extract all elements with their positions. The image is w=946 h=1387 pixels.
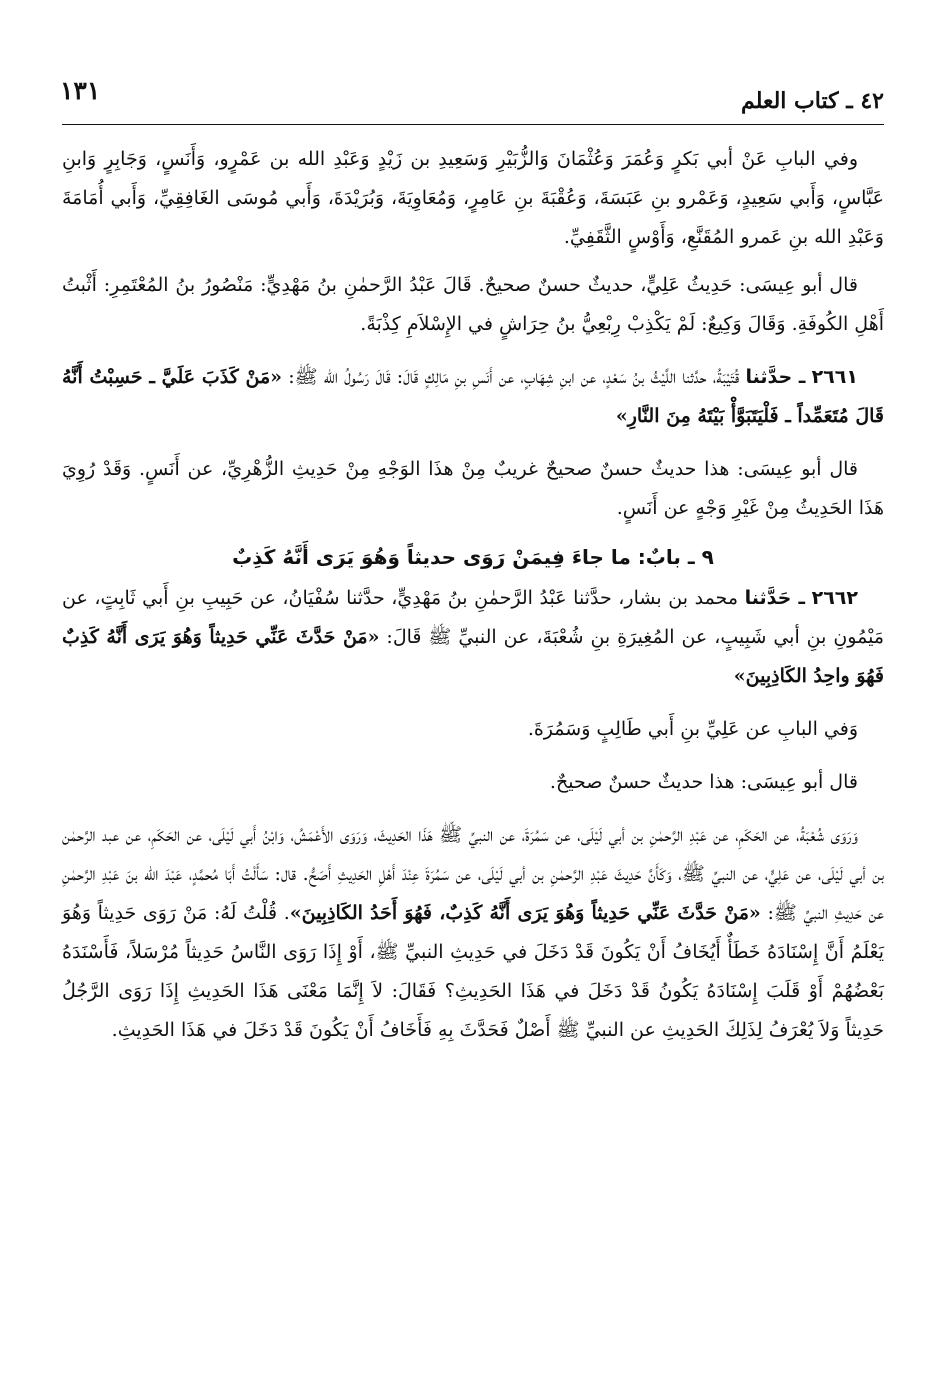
hadith-chain: محمد بن بشار، حدَّثنا عَبْدُ الرَّحمٰنِ بنُ مَهْدِيٍّ، حدَّثنا سُفْيَانُ، عن حَبِيبِ بنِ أَبي ثَابِتٍ، عن مَيْمُونِ بنِ أبي شَبِيبٍ، عن المُغِيرَةِ بنِ شُعْبَةَ، عن النبيِّ ﷺ قَالَ:	[62, 587, 885, 648]
chapter-title: ٤٢ ـ كتاب العلم	[741, 88, 884, 114]
paragraph-abu-isa-grading: قال أبو عِيسَى: حَدِيثُ عَلِيٍّ، حديثٌ حسنٌ صحيحٌ. قَالَ عَبْدُ الرَّحمٰنِ بنُ مَهْدِيٍّ: مَنْصُورُ بنُ المُعْتَمِرِ: أَثْبتُ أَهْلِ الكُوفَةِ. وَقَالَ وَكِيعٌ: لَمْ يَكْذِبْ رِبْعِيُّ بنُ حِرَاشٍ في الإِسْلاَمِ كِذْبَةً.	[62, 274, 884, 335]
hadith-number: ٢٦٦٢	[811, 587, 858, 609]
hadith-quote: «مَنْ كَذَبَ عَلَيَّ ـ حَسِبْتُ أَنَّهُ قَالَ مُتَعَمِّداً ـ فَلْيَتَبَوَّأْ بَيْتَهُ مِنَ النَّارِ»	[62, 366, 884, 427]
hadith-lead: ـ حَدَّثنا	[744, 587, 805, 609]
paragraph-in-the-chapter: وَفي البابِ عن عَلِيِّ بنِ أَبي طَالِبٍ وَسَمُرَةَ.	[527, 718, 858, 740]
hadith-quote: «مَنْ حَدَّثَ عَنِّي حَدِيثاً وَهُوَ يَرَى أَنَّهُ كَذِبٌ فَهُوَ واحِدُ الكَاذِبِينَ»	[62, 626, 884, 687]
hadith-chain: قُتَيْبَةُ، حدَّثنا اللَّيْثُ بنُ سَعْدٍ، عن ابنِ شِهَابٍ، عن أَنَسِ بنِ مَالِكٍ قَالَ: قَالَ رَسُولُ الله ﷺ:	[288, 366, 740, 388]
discussion-quote: «مَنْ حَدَّثَ عَنِّي حَدِيثاً وَهُوَ يَرَى أَنَّهُ كَذِبٌ، فَهُوَ أَحَدُ الكَاذِبِينَ»	[289, 902, 761, 924]
hadith-2662	[62, 579, 884, 696]
hadith-2661	[62, 358, 884, 436]
header-divider	[62, 124, 884, 125]
hadith-lead: ـ حدَّثنا	[745, 366, 806, 388]
running-header	[60, 68, 884, 116]
page-number: ١٣١	[60, 76, 101, 105]
page-body	[62, 140, 884, 1050]
discussion-part-1: وَرَوَى شُعْبَةُ، عن الحَكَمِ، عن عَبْدِ الرَّحمٰنِ بن أبي لَيْلَى، عن سَمُرَةَ، عن النبيِّ ﷺ هَذَا الحَدِيثَ، وَرَوَى الأَعْمَشُ، وَابْنُ أَبي لَيْلَى، عن الحَكَمِ، عن عبد الرَّحمٰن بن أبي لَيْلَى، عن عَلِيٍّ، عن النبيِّ ﷺ، وَكَأَنَّ حَدِيثَ عَبْدِ الرَّحمٰنِ بن أبي لَيْلَى، عن سَمُرَةَ عِنْدَ أَهْلِ الحَدِيثِ أَصَحُّ. قال: سَأَلْتُ أَبَا مُحمَّدٍ، عَبْدَ الله بنَ عَبْدِ الرَّحمٰنِ عن حَدِيثِ النبيِّ ﷺ:	[62, 824, 884, 924]
paragraph-in-the-chapter-narrators: وفي البابِ عَنْ أبي بَكرٍ وَعُمَرَ وَعُثْمَانَ وَالزُّبَيْرِ وَسَعِيدِ بن زَيْدٍ وَعَبْدِ الله بن عَمْرٍو، وَأَنَسٍ، وَجَابِرٍ وَابنِ عَبَّاسٍ، وَأَبي سَعِيدٍ، وَعَمْرو بنِ عَبَسَةَ، وَعُقْبَةَ بنِ عَامِرٍ، وَمُعَاوِيَةَ، وَبُرَيْدَةَ، وَأَبي مُوسَى الغَافِقِيِّ، وَأَبي أُمَامَةَ وَعَبْدِ الله بنِ عَمرو المُقَنَّعِ، وَأَوْسٍ الثَّقَفِيِّ.	[62, 148, 884, 248]
paragraph-abu-isa-comment: قال أبو عِيسَى: هذا حديثٌ حسنٌ صحيحٌ غريبٌ مِنْ هذَا الوَجْهِ مِنْ حَدِيثِ الزُّهْرِيِّ، عن أَنَسٍ. وَقَدْ رُوِيَ هَذَا الحَدِيثُ مِنْ غَيْرِ وَجْهٍ عن أَنَسٍ.	[62, 458, 884, 519]
hadith-number: ٢٦٦١	[811, 366, 858, 388]
paragraph-discussion	[62, 816, 884, 1050]
chapter-heading: ٩ ـ بابٌ: ما جاءَ فِيمَنْ رَوَى حديثاً وَهُوَ يَرَى أَنَّهُ كَذِبٌ	[232, 545, 714, 569]
discussion-part-2: . قُلْتُ لَهُ: مَنْ رَوَى حَدِيثاً وَهُوَ يَعْلَمُ أَنَّ إِسْنَادَهُ خَطَأٌ أَيُخَافُ أَنْ يَكُونَ قَدْ دَخَلَ في حَدِيثِ النبيِّ ﷺ، أَوْ إِذَا رَوَى النَّاسُ حَدِيثاً مُرْسَلاً، فَأَسْنَدَهُ بَعْضُهُمْ أَوْ قَلَبَ إِسْنَادَهُ يَكُونُ قَدْ دَخَلَ في هَذَا الحَدِيثِ؟ فَقَالَ: لاَ إِنَّمَا مَعْنَى هَذَا الحَدِيثِ إِذَا رَوَى الرَّجُلُ حَدِيثاً وَلاَ يُعْرَفُ لِذَلِكَ الحَدِيثِ عن النبيِّ ﷺ أَصْلٌ فَحَدَّثَ بِهِ فَأَخَافُ أَنْ يَكُونَ قَدْ دَخَلَ في هَذَا الحَدِيثِ.	[62, 902, 884, 1041]
paragraph-abu-isa-grading-2: قال أبو عِيسَى: هذا حديثٌ حسنٌ صحيحٌ.	[549, 771, 858, 793]
